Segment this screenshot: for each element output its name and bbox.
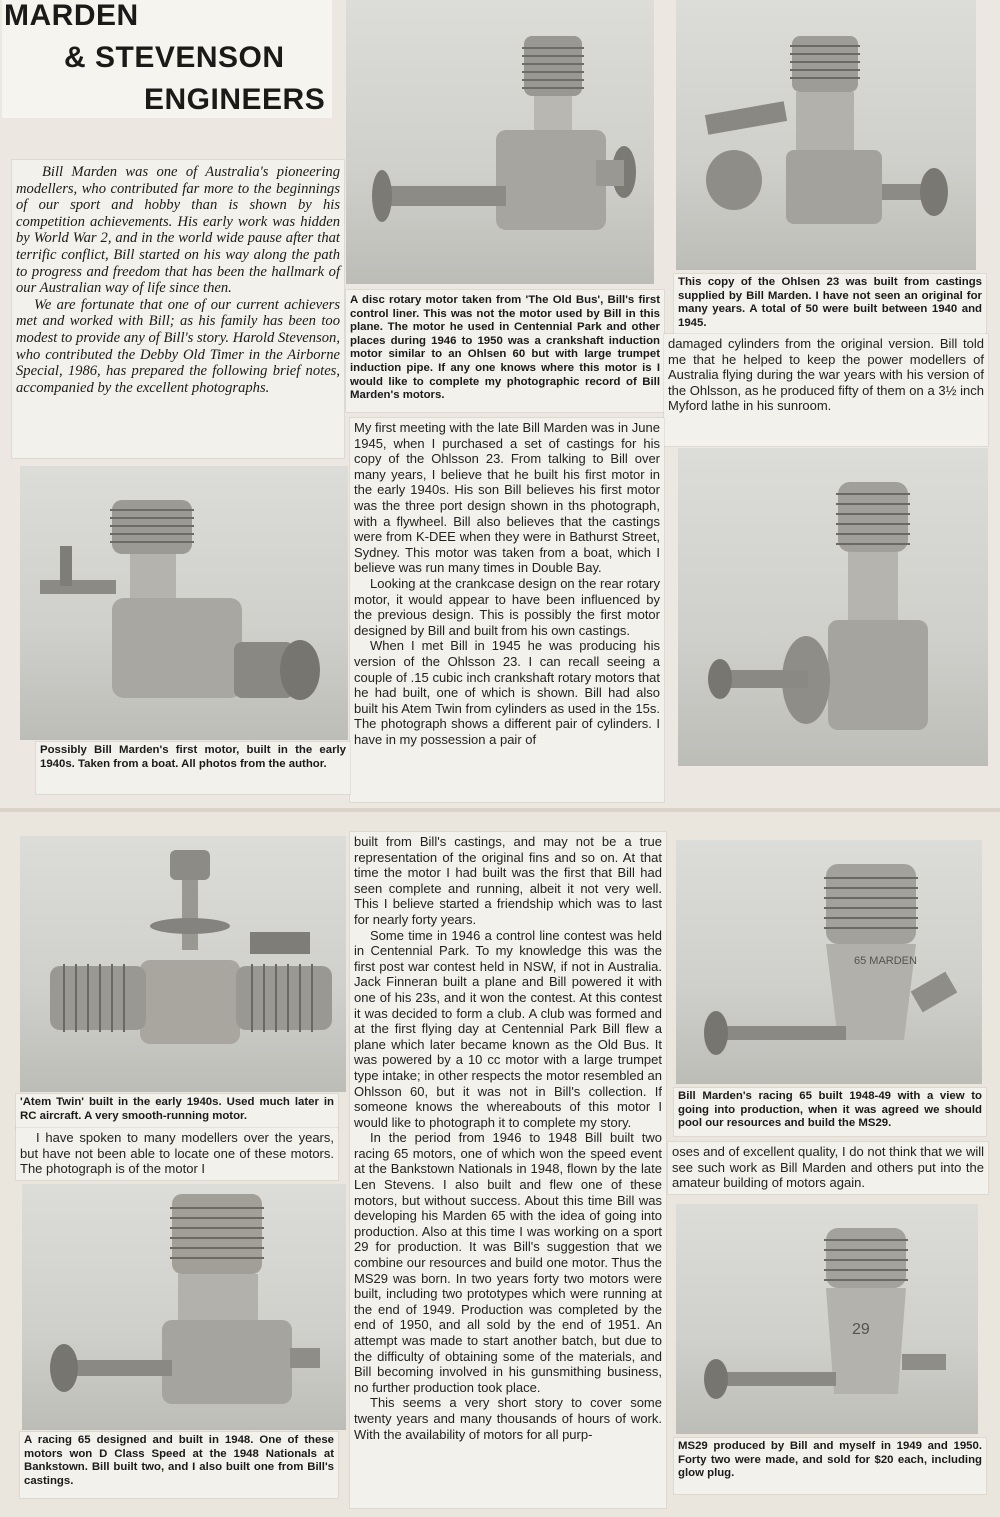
paragraph-excellent-quality: oses and of excellent quality, I do not think that we will see such work as Bill Marden and others put into the amateur building of motors again.	[672, 1144, 984, 1191]
paragraph-short-story: This seems a very short story to cover some twenty years and many thousands of hours of work. With the availability of motors for all purp-	[354, 1395, 662, 1442]
engine-illustration	[676, 0, 976, 270]
intro-text	[12, 160, 344, 458]
photo-disc-rotary-motor	[346, 0, 654, 284]
caption-racing-65-1948: A racing 65 designed and built in 1948. One of these motors won D Class Speed at the 1948 Nationals at Bankstown. Bill built two, and I also built one from Bill's castings.	[20, 1432, 338, 1498]
column-top-center-text	[350, 418, 664, 802]
title-line-3: ENGINEERS	[144, 83, 326, 116]
engine-illustration	[20, 836, 346, 1092]
caption-atem-twin: 'Atem Twin' built in the early 1940s. Used much later in RC aircraft. A very smooth-running motor.	[16, 1094, 338, 1128]
title-line-2: & STEVENSON	[64, 41, 285, 74]
title-line-1: MARDEN	[4, 0, 139, 32]
paragraph-first-meeting: My first meeting with the late Bill Marden was in June 1945, when I purchased a set of castings for his copy of the Ohlsson 23. From talking to Bill over many years, I believe that he built his first motor in the early 1940s. His son Bill believes his first motor was the three port design shown in ths photograph, with a flywheel. Bill also believes that the castings were from K-DEE when they were in Bathurst Street, Sydney. This motor was taken from a boat, which I believe was run many times in Double Bay.	[354, 420, 660, 576]
engine-illustration	[676, 840, 982, 1084]
article-title	[2, 0, 332, 118]
paragraph-racing-65-period: In the period from 1946 to 1948 Bill built two racing 65 motors, one of which won the speed event at the Bankstown Nationals in 1948, flown by the late Len Stevens. I also built and flew one of these motors, but without success. About this time Bill was developing his Marden 65 with the idea of going into production. Also at this time I was working on a sport 29 for production. It was Bill's suggestion that we combine our resources and build one motor. Thus the MS29 was born. In two years forty two motors were built, including two prototypes which were running at the end of 1949. Production was completed by the end of 1950, and all sold by the end of 1951. An attempt was made to start another batch, but due to the difficulty of obtaining some of the materials, and Bill becoming involved in his gunsmithing business, no further production took place.	[354, 1130, 662, 1395]
engine-illustration	[20, 466, 348, 740]
column-bottom-right-text	[668, 1142, 988, 1194]
caption-first-motor: Possibly Bill Marden's first motor, built in the early 1940s. Taken from a boat. All photos from the author.	[36, 742, 350, 794]
column-top-right-text	[664, 334, 988, 446]
paragraph-met-bill-1945: When I met Bill in 1945 he was producing his version of the Ohlsson 23. I can recall seeing a couple of .15 cubic inch crankshaft rotary motors that he had built, one of which is shown. Bill had also built his Atem Twin from cylinders as used in the 15s. The photograph shows a different pair of cylinders. I have in my possession a pair of	[354, 638, 660, 747]
caption-ms29: MS29 produced by Bill and myself in 1949 and 1950. Forty two were made, and sold for $20 each, including glow plug.	[674, 1438, 986, 1494]
paragraph-built-from-castings: built from Bill's castings, and may not be a true representation of the original fins and so on. At that time the motor I had built was the first that Bill had seen complete and running, albeit it not very well. This I believe started a friendship which was to last for nearly forty years.	[354, 834, 662, 927]
caption-disc-rotary: A disc rotary motor taken from 'The Old Bus', Bill's first control liner. This was not the motor used by Bill in this plane. The motor he used in Centennial Park and other places during 1946 to 1950 was a crankshaft induction motor similar to an Ohlsen 60 but with large trumpet induction pipe. If any one knows where this motor is I would like to complete my photographic record of Bill Marden's motors.	[346, 290, 664, 412]
photo-atem-twin	[20, 836, 346, 1092]
caption-ohlsen-23: This copy of the Ohlsen 23 was built from castings supplied by Bill Marden. I have not seen an original for many years. A total of 50 were built between 1940 and 1945.	[674, 274, 986, 334]
engine-illustration	[22, 1184, 346, 1430]
crankcase-lettering-29: 29	[852, 1321, 870, 1338]
engine-illustration	[678, 448, 988, 766]
column-bottom-center-text	[350, 832, 666, 1508]
photo-rotary-15-motor	[678, 448, 988, 766]
photo-first-motor	[20, 466, 348, 740]
paragraph-damaged-cylinders: damaged cylinders from the original version. Bill told me that he helped to keep the power modellers of Australia flying during the war years with his version of the Ohlsson, as he produced fifty of them on a 3½ inch Myford lathe in his sunroom.	[668, 336, 984, 414]
caption-marden-65-racing: Bill Marden's racing 65 built 1948-49 with a view to going into production, when it was agreed we should pool our resources and build the MS29.	[674, 1088, 986, 1136]
intro-paragraph-1: Bill Marden was one of Australia's pioneering modellers, who contributed far more to the beginnings of our sport and hobby than is shown by his competition achievements. His early work was hidden by World War 2, and in the world wide pause after that terrific conflict, Bill started on his way along the path to progress and freedom that has been the hallmark of our Australian way of life since then.	[16, 164, 340, 297]
paragraph-spoken-to-modellers: I have spoken to many modellers over the years, but have not been able to locate one of these motors. The photograph is of the motor I	[20, 1130, 334, 1177]
photo-racing-65-1948	[22, 1184, 346, 1430]
photo-ohlsen-23	[676, 0, 976, 270]
intro-paragraph-2: We are fortunate that one of our current achievers met and worked with Bill; as his family has been too modest to provide any of Bill's story. Harold Stevenson, who contributed the Debby Old Timer in the Airborne Special, 1986, has prepared the following brief notes, accompanied by the excellent photographs.	[16, 296, 340, 396]
column-bottom-left-text	[16, 1128, 338, 1180]
engine-illustration	[346, 0, 654, 284]
paragraph-control-line-contest: Some time in 1946 a control line contest was held in Centennial Park. To my knowledge this was the first post war contest held in NSW, if not in Australia. Jack Finneran built a plane and Bill powered it with one of his 23s, and it won the contest. At this contest it was decided to form a club. A club was formed and at the first flying day at Centennial Park Bill flew a plane which later became known as the Old Bus. It was powered by a 10 cc motor with a large trumpet type intake; in other respects the motor resembled an Ohlsson 60, but it was not in Bill's collection. If someone knows the whereabouts of this motor I would like to photograph it to complete my story.	[354, 927, 662, 1130]
photo-marden-65-racing	[676, 840, 982, 1084]
paragraph-crankcase-design: Looking at the crankcase design on the rear rotary motor, it would appear to have been influenced by the previous design. This is possibly the first motor designed by Bill and built from his own castings.	[354, 575, 660, 638]
crankcase-lettering-65: 65 MARDEN	[854, 955, 917, 967]
engine-illustration	[676, 1204, 978, 1434]
photo-ms29	[676, 1204, 978, 1434]
